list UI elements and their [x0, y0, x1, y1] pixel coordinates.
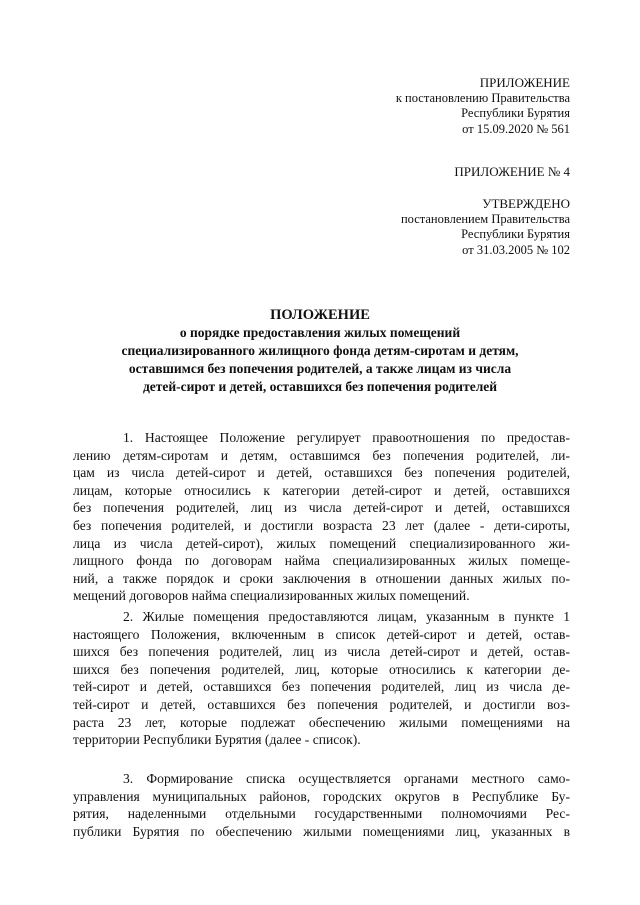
text-line: мещений договоров найма специализированных жилых помещений.: [73, 588, 470, 604]
appendix-4-title: ПРИЛОЖЕНИЕ № 4: [454, 164, 570, 179]
text-line: территории Республики Бурятия (далее - список).: [73, 732, 361, 748]
appendix-line-3: от 15.09.2020 № 561: [462, 121, 570, 136]
text-line: тей-сирот и детей, оставшихся без попечения родителей, лиц из числа де-: [73, 679, 570, 695]
text-line: рятия, наделенными отдельными государственными полномочиями Рес-: [73, 806, 570, 822]
text-line: лению детям-сиротам и детям, оставшимся без попечения родителей, ли-: [73, 447, 570, 463]
text-line: без попечения родителей, и достигли возраста 23 лет (далее - дети-сироты,: [73, 517, 570, 533]
text-line: настоящего Положения, включенным в список детей-сирот и детей, остав-: [73, 626, 570, 642]
document-title-line: о порядке предоставления жилых помещений: [179, 325, 461, 340]
document-title-line: оставшимся без попечения родителей, а также лицам из числа: [128, 361, 512, 376]
document-title-line: специализированного жилищного фонда детям-сиротам и детям,: [121, 343, 519, 358]
document-title-line: детей-сирот и детей, оставшихся без попечения родителей: [142, 379, 498, 394]
paragraph-2: [73, 608, 570, 749]
appendix-line-1: к постановлению Правительства: [395, 90, 570, 105]
approved-header: [401, 196, 570, 258]
appendix-header: [396, 75, 570, 137]
approved-line-1: постановлением Правительства: [400, 211, 570, 226]
appendix-title: ПРИЛОЖЕНИЕ: [479, 75, 570, 90]
appendix-line-2: Республики Бурятия: [461, 106, 570, 120]
approved-line-3: от 31.03.2005 № 102: [462, 242, 570, 257]
text-line: тей-сирот и детей, оставшихся без попечения родителей, и достигли воз-: [73, 696, 570, 712]
document-title: [70, 306, 570, 396]
paragraph-3: [73, 770, 570, 840]
paragraph-1: [73, 429, 570, 605]
document-title-main: ПОЛОЖЕНИЕ: [270, 307, 370, 323]
text-line: без попечения родителей, лиц из числа детей-сирот и детей, оставшихся: [73, 500, 570, 516]
text-line: лица из числа детей-сирот), жилых помещений специализированного жи-: [73, 535, 570, 551]
approved-title: УТВЕРЖДЕНО: [482, 196, 570, 211]
text-line: 2. Жилые помещения предоставляются лицам, указанным в пункте 1: [123, 609, 570, 624]
text-line: 1. Настоящее Положение регулирует правоотношения по предостав-: [123, 430, 570, 445]
text-line: управления муниципальных районов, городских округов в Республике Бу-: [73, 788, 570, 804]
text-line: публики Бурятия по обеспечению жилыми помещениями лиц, указанных в: [73, 823, 570, 839]
text-line: раста 23 лет, которые подлежат обеспечению жилыми помещениями на: [73, 714, 570, 730]
text-line: шихся без попечения родителей, лиц из числа детей-сирот и детей, остав-: [73, 644, 570, 660]
text-line: лицам, которые относились к категории детей-сирот и детей, оставшихся: [73, 482, 570, 498]
approved-line-2: Республики Бурятия: [461, 227, 570, 241]
text-line: шихся без попечения родителей, лиц, которые относились к категории де-: [73, 661, 570, 677]
text-line: лищного фонда по договорам найма специализированных жилых помеще-: [73, 553, 570, 569]
text-line: цам из числа детей-сирот и детей, оставшихся без попечения родителей,: [73, 465, 570, 481]
text-line: 3. Формирование списка осуществляется органами местного само-: [123, 771, 570, 786]
text-line: ний, а также порядок и сроки заключения в отношении данных жилых по-: [73, 570, 570, 586]
appendix-4-header: [454, 164, 570, 180]
